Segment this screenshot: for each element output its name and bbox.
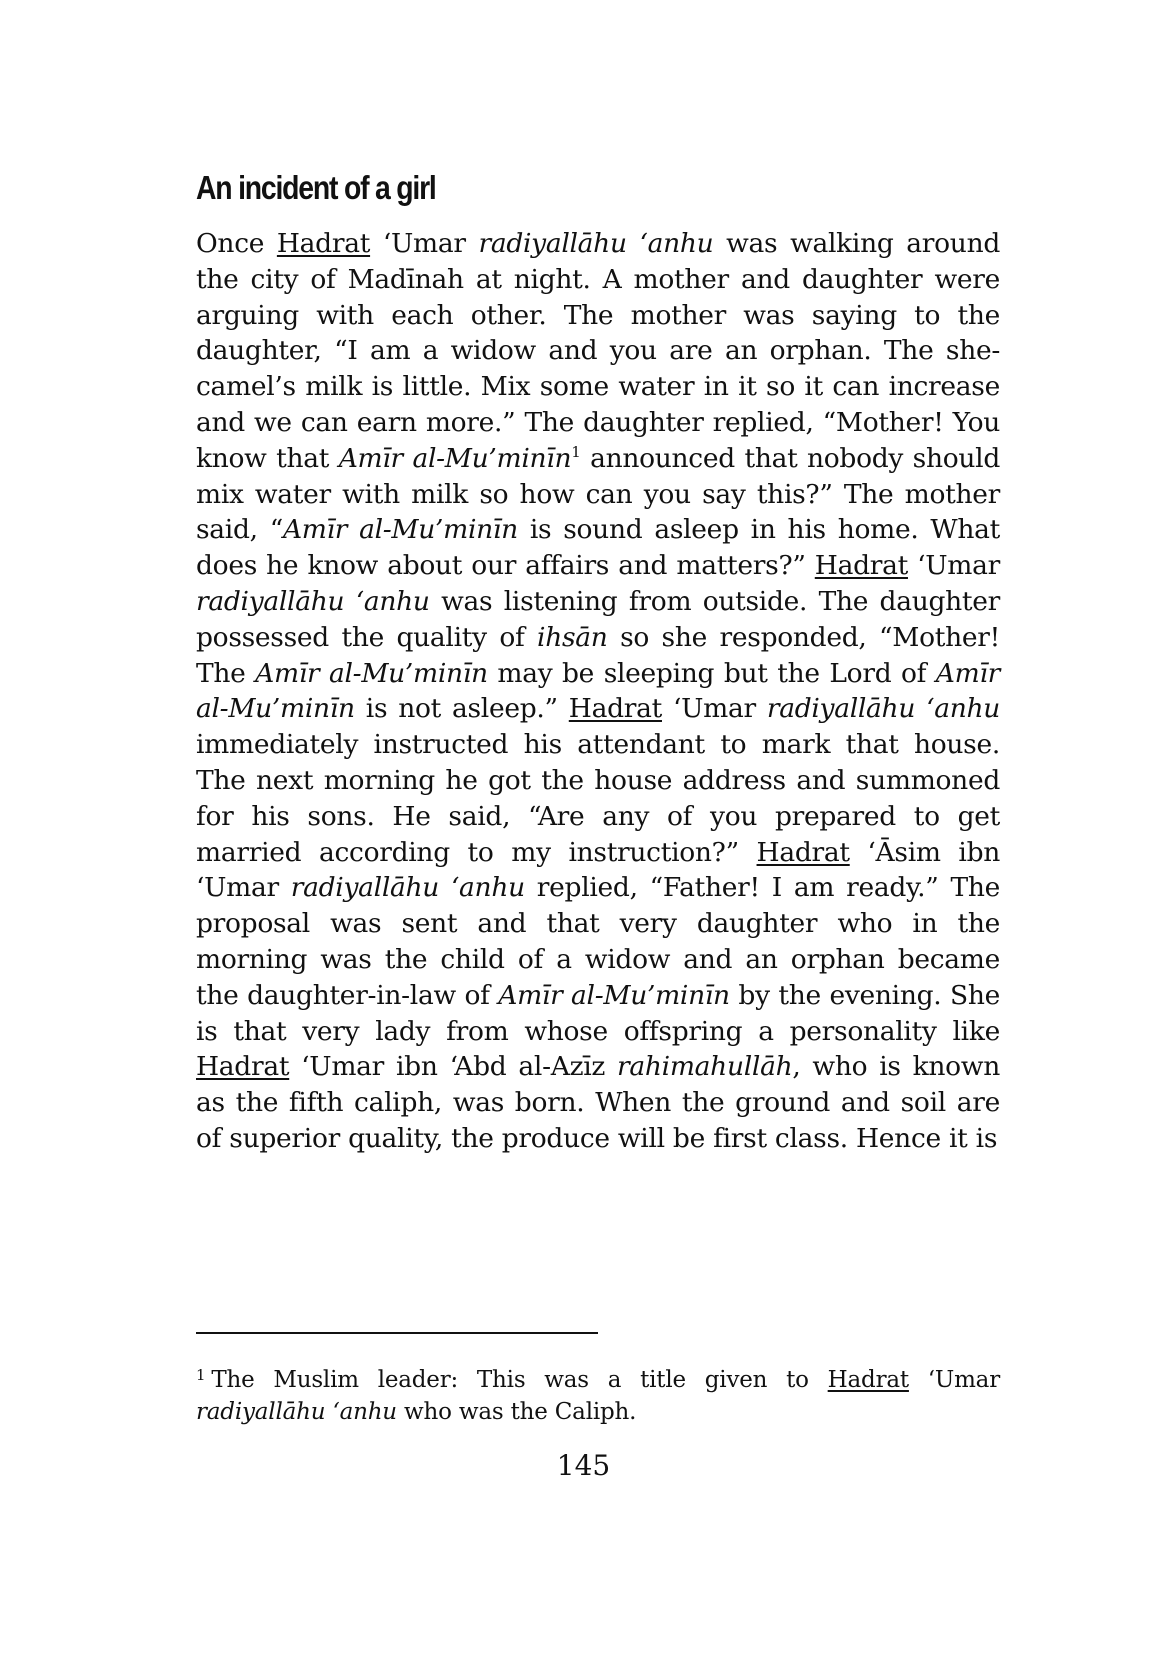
text-run: ‘Umar xyxy=(908,1367,1000,1393)
text-run: may be sleeping but the Lord of xyxy=(487,657,936,689)
text-run: , who is known as the fifth caliph, was born. When the ground and soil are of superior quality, the produce will be first class. Hence it is xyxy=(196,1051,1000,1154)
italic-term: Amīr al-Mu’minīn xyxy=(498,979,730,1011)
text-run: The Muslim leader: This was a title given to xyxy=(211,1367,828,1393)
italic-term: radiyallāhu ‘anhu xyxy=(766,693,1001,725)
honorific-title: Hadrat xyxy=(196,1051,290,1083)
italic-term: Amīr al-Mu’minīn xyxy=(255,657,488,689)
text-run: is not asleep.” xyxy=(354,693,569,725)
text-run: ‘Umar xyxy=(661,693,767,725)
text-run: is sound asleep in his home. What does he know about our affairs and matters?” xyxy=(196,514,1000,582)
text-run: ‘Umar xyxy=(370,228,479,259)
honorific-title: Hadrat xyxy=(827,1367,909,1393)
text-run: by the evening. She is that very lady from whose offspring a personality like xyxy=(196,979,1000,1047)
text-run: was walking around the city of Madīnah at night. A mother and daughter were arguing with each other. The mother was saying to the daughter, “I am a widow and you are an orphan. The she-camel’s milk is little. Mix some water in it so it can increase and we can earn more.” The daughter replied, “Mother! You know that xyxy=(196,228,1000,474)
footnote xyxy=(196,1364,1000,1428)
page-number: 145 xyxy=(556,1449,611,1482)
section-heading: An incident of a girl xyxy=(196,169,436,206)
footnote-number: 1 xyxy=(196,1366,206,1384)
text-run: was listening from outside. The daughter possessed the quality of xyxy=(196,585,1001,653)
italic-term: Amīr al-Mu’minīn xyxy=(282,514,518,546)
italic-term: radiyallāhu ‘anhu xyxy=(478,228,714,259)
text-run: ‘Āsim ibn ‘Umar xyxy=(196,836,1000,904)
italic-term: rahimahullāh xyxy=(617,1051,793,1083)
text-run: immediately instructed his attendant to mark that house. The next morning he got the house address and summoned for his sons. He said, “Are any of you prepared to get married according to my instruction?” xyxy=(196,729,1000,868)
text-run: so she responded, “Mother! The xyxy=(196,621,1000,689)
italic-term: radiyallāhu ‘anhu xyxy=(196,1399,397,1425)
honorific-title: Hadrat xyxy=(756,836,850,868)
text-run: ‘Umar xyxy=(907,550,1000,582)
italic-term: radiyallāhu ‘anhu xyxy=(196,585,430,617)
italic-term: ihsān xyxy=(537,621,608,653)
honorific-title: Hadrat xyxy=(568,693,662,725)
italic-term: radiyallāhu ‘anhu xyxy=(290,872,525,904)
honorific-title: Hadrat xyxy=(276,228,371,259)
text-run: ‘Umar ibn ‘Abd al-Azīz xyxy=(289,1051,618,1083)
text-run: replied, “Father! I am ready.” The proposal was sent and that very daughter who in the morning was the child of a widow and an orphan became the daughter-in-law of xyxy=(196,872,1000,1011)
text-run: announced that nobody should mix water with milk so how can you say this?” The mother said, “ xyxy=(196,442,1000,546)
text-run: Once xyxy=(196,228,277,259)
body-paragraph xyxy=(196,226,1000,1157)
honorific-title: Hadrat xyxy=(814,550,908,582)
italic-term: Amīr al-Mu’minīn xyxy=(338,442,572,474)
text-run: who was the Caliph. xyxy=(396,1399,637,1425)
italic-term: Amīr al-Mu’minīn xyxy=(196,657,1000,725)
footnote-divider xyxy=(196,1332,598,1334)
footnote-reference: 1 xyxy=(571,442,581,461)
